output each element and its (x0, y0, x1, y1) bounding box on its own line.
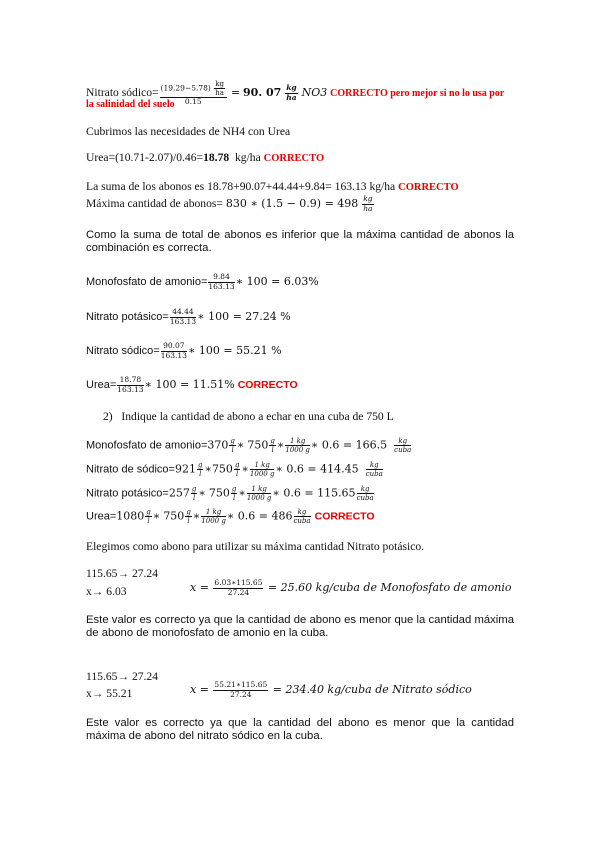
value: 18.78 (203, 151, 230, 164)
fraction: $\frac{90.07}{163.13}$ (160, 341, 187, 360)
rule-line-2: x→ 6.03 (86, 585, 127, 598)
pct-row-3 (86, 376, 298, 394)
label: Nitrato de sódico= (86, 463, 175, 476)
urea-intro-text: Cubrimos las necesidades de NH4 con Urea (86, 125, 291, 138)
label: Nitrato potásico= (86, 311, 169, 324)
status-correcto: CORRECTO (314, 510, 375, 523)
question-2 (103, 410, 394, 424)
pct-row-1 (86, 308, 291, 326)
urea-line (86, 151, 324, 166)
text: La suma de los abonos es 18.78+90.07+44.44+9.84= 163.13 kg/ha (86, 180, 396, 193)
status-correcto: CORRECTO pero mejor si no lo usa por (330, 88, 505, 100)
label: Nitrato potásico= (86, 487, 169, 500)
paragraph-monofosfato: Este valor es correcto ya que la cantidad de abono es menor que la cantidad máxima de abono de monofosfato de amonio en la cuba. (86, 614, 514, 639)
label: Máxima cantidad de abonos= (86, 196, 223, 210)
question-text: Indique la cantidad de abono a echar en una cuba de 750 L (121, 410, 394, 423)
ion-label: NO3 (301, 86, 328, 100)
pct-row-0 (86, 273, 319, 291)
suma-line (86, 180, 459, 195)
status-correcto: CORRECTO (237, 379, 298, 392)
status-continuation: la salinidad del suelo (86, 99, 175, 110)
paragraph-nitrato-sodico: Este valor es correcto ya que la cantidad del abono es menor que la cantidad máxima de abono del nitrato sódico en la cuba. (86, 717, 514, 742)
expression: 830 ∗ (1.5 − 0.9) = 498 (225, 196, 359, 210)
fraction: $\frac{18.78}{163.13}$ (117, 375, 144, 394)
result: ∗ 100 = 11.51% (144, 378, 235, 392)
status-correcto: CORRECTO (398, 182, 459, 193)
calc-row-3: Urea=1080 $\frac{g}{l}$ ∗ 750 $\frac{g}{l}$ ∗ $\frac{1 kg}{1000 g}$ ∗ 0.6 = 486 $\frac{kg}{\text{cuba}}$ CORRECTO (86, 508, 375, 526)
result: ∗ 100 = 6.03% (235, 275, 319, 289)
unit: kg/ha (234, 151, 261, 164)
label: Urea= (86, 510, 117, 523)
fraction: $\frac{44.44}{163.13}$ (169, 307, 197, 326)
rule-line-3: 115.65→ 27.24 (86, 670, 159, 683)
rule-line-4: x→ 55.21 (86, 687, 133, 700)
label: Urea= (86, 379, 117, 392)
paragraph-comparison: Como la suma de total de abonos es inferior que la máxima cantidad de abonos la combinación es correcta. (86, 229, 514, 254)
equals-sign: = (230, 86, 241, 100)
rule-line-1: 115.65→ 27.24 (86, 567, 159, 580)
fraction: $\frac{9.84}{163.13}$ (208, 272, 235, 291)
unit-fraction: $\frac{kg}{ha}$ (363, 194, 373, 213)
label: Urea=(10.71-2.07)/0.46= (86, 151, 204, 164)
unit-fraction: $\frac{kg}{ha}$ (286, 83, 297, 102)
rule-equation-1: x = $\frac{6.03∗115.65}{27.24}$ = 25.60 kg/cuba de Monofosfato de amonio (190, 578, 512, 597)
status-correcto: CORRECTO (263, 153, 325, 164)
label: Monofosfato de amonio= (86, 276, 208, 289)
maxima-line (86, 195, 375, 213)
label: Monofosfato de amonio= (86, 439, 208, 452)
calc-row-2: Nitrato potásico=257 $\frac{g}{l}$ ∗ 750 $\frac{g}{l}$ ∗ $\frac{1 kg}{1000 g}$ ∗ 0.6 = 115.65 $\frac{kg}{\text{cuba}}$ (86, 485, 374, 503)
result: ∗ 100 = 27.24 % (197, 310, 291, 324)
calc-row-0: Monofosfato de amonio=370 $\frac{g}{l}$ ∗ 750 $\frac{g}{l}$ ∗ $\frac{1 kg}{1000 g}$ ∗ 0.6 = 166.5 $\frac{kg}{\text{cuba}}$ (86, 437, 412, 455)
label: Nitrato sódico= (86, 345, 160, 358)
label: Nitrato sódico= (86, 86, 159, 100)
rule-equation-2: x = $\frac{55.21∗115.65}{27.24}$ = 234.40 kg/cuba de Nitrato sódico (190, 680, 472, 699)
pct-row-2 (86, 342, 282, 360)
question-number: 2) (103, 410, 113, 423)
fraction: (19.29−5.78) $\frac{kg}{ha}$ 0.15 (160, 80, 227, 107)
result: ∗ 100 = 55.21 % (187, 344, 282, 358)
result-value: 90. 07 (243, 86, 282, 100)
g-per-l: $\frac{g}{l}$ (230, 437, 235, 455)
calc-row-1: Nitrato de sódico=921 $\frac{g}{l}$ ∗750 $\frac{g}{l}$ ∗ $\frac{1 kg}{1000 g}$ ∗ 0.6 = 414.45 $\frac{kg}{\text{cuba}}$ (86, 461, 383, 479)
paragraph-eleccion: Elegimos como abono para utilizar su máxima cantidad Nitrato potásico. (86, 540, 425, 553)
